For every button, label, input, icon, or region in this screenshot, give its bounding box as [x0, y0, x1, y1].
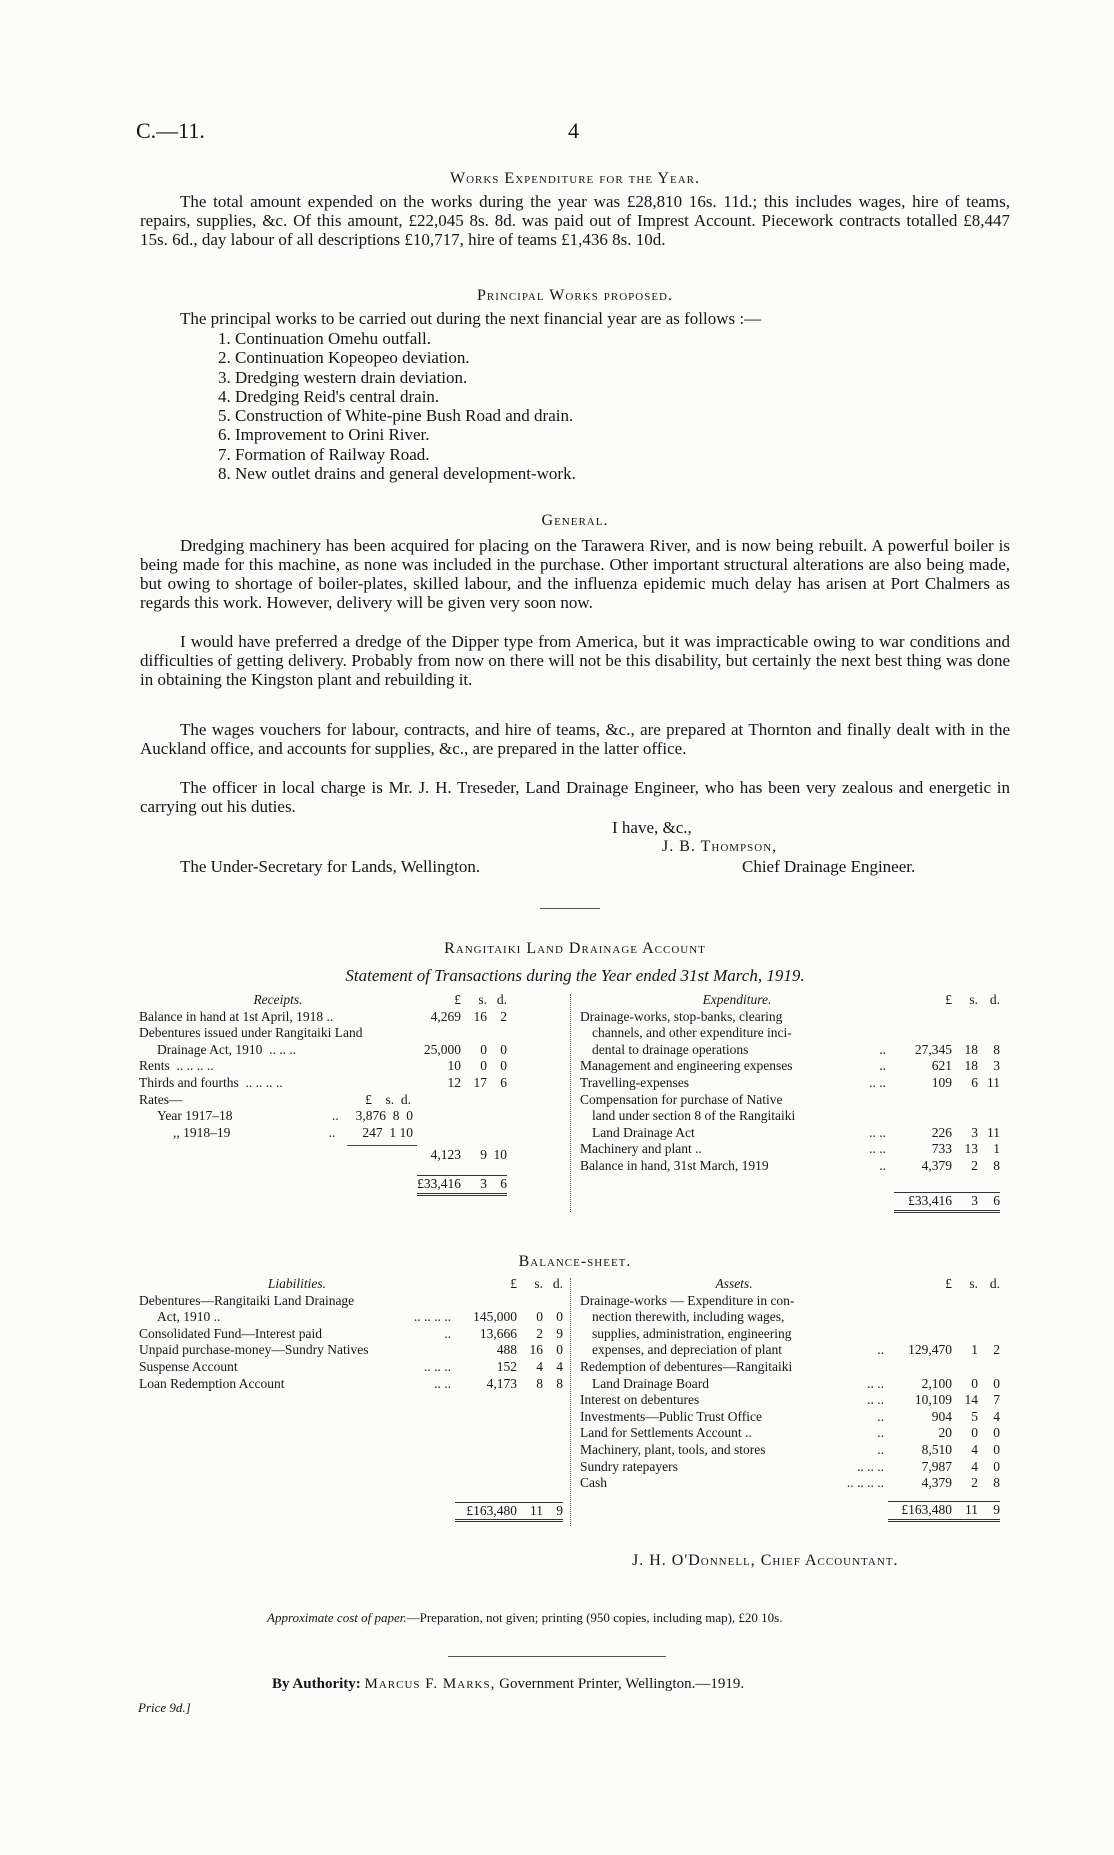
- assets-table: Assets. £ s. d. Drainage-works — Expenditure in con- nection therewith, including wages, supplies, administration, engineering expenses, and depreciation of plant .. 129,470 1 2 Redemption of debentures—Rangitaiki Land Drainage Board .. .. 2,100 0 0 Interest on debentures .. .. 10,109 14 7 Investments—Public Trust Office .. 904 5 4 Land for Settlements Account .. .. 20 0 0 Machinery, plant, tools, and stores .. 8,510 4 0 Sundry ratepayers .. .. .. 7,987 4 0 Cash .. .. .. .. 4,379 2 8 £163,480 11 9: [580, 1276, 1000, 1522]
- table-row: Thirds and fourths .. .. .. .. 12 17 6: [139, 1074, 507, 1090]
- principal-works-list: [218, 329, 576, 483]
- receipts-table: [139, 992, 507, 1196]
- list-item: 6. Improvement to Orini River.: [218, 425, 430, 445]
- table-row: Rents .. .. .. .. 10 0 0: [139, 1058, 507, 1074]
- table-row: 4,123 9 10: [139, 1141, 507, 1164]
- table-row: Suspense Account .. .. .. 152 4 4: [139, 1358, 563, 1374]
- expenditure-section: [580, 992, 1000, 1213]
- table-row: Drainage-works, stop-banks, clearing: [580, 1008, 783, 1024]
- accountant-signature: J. H. O'Donnell, Chief Accountant.: [632, 1552, 899, 1569]
- table-row: Land Drainage Act .. .. 226 3 11: [592, 1124, 1000, 1140]
- table-row: Act, 1910 .. .. .. .. .. 145,000 0 0: [157, 1309, 563, 1325]
- table-row: Balance in hand, 31st March, 1919 .. 4,379 2 8: [580, 1157, 1000, 1173]
- closing-line: I have, &c.,: [612, 818, 692, 837]
- receipts-heading: Receipts.: [253, 992, 303, 1007]
- general-paragraph-3: The wages vouchers for labour, contracts, and hire of teams, &c., are prepared at Thornton and finally dealt with in the Auckland office, and accounts for supplies, &c., are prepared in the latter office.: [140, 720, 1010, 758]
- signatory-name: J. B. Thompson,: [662, 838, 778, 855]
- table-row: Machinery, plant, tools, and stores .. 8,510 4 0: [580, 1441, 1000, 1457]
- table-row: channels, and other expenditure inci-: [592, 1025, 792, 1041]
- table-row: Machinery and plant .. .. .. 733 13 1: [580, 1141, 1000, 1157]
- list-item: 4. Dredging Reid's central drain.: [218, 386, 440, 406]
- divider: [448, 1656, 666, 1657]
- assets-section: [580, 1276, 1000, 1522]
- table-row: Compensation for purchase of Native: [580, 1091, 783, 1107]
- list-item: 1. Continuation Omehu outfall.: [218, 329, 431, 348]
- table-row: Year 1917–18 .. 3,876 8 0: [157, 1108, 413, 1124]
- principal-works-heading: Principal Works proposed.: [476, 287, 673, 304]
- table-row: Redemption of debentures—Rangitaiki: [580, 1358, 793, 1374]
- expenditure-total-row: £33,416 3 6: [580, 1193, 1000, 1212]
- table-row: Cash .. .. .. .. 4,379 2 8: [580, 1475, 1000, 1491]
- table-row: supplies, administration, engineering: [592, 1325, 792, 1341]
- list-item: 8. New outlet drains and general development-work.: [218, 464, 576, 484]
- table-row: expenses, and depreciation of plant .. 129,470 1 2: [592, 1342, 1000, 1358]
- table-row: dental to drainage operations .. 27,345 18 8: [592, 1041, 1000, 1057]
- list-item: 5. Construction of White-pine Bush Road and drain.: [218, 406, 574, 426]
- liabilities-heading: Liabilities.: [267, 1276, 327, 1291]
- general-paragraph-2: I would have preferred a dredge of the Dipper type from America, but it was impracticable owing to war conditions and difficulties of getting delivery. Probably from now on there will not be this disability, but certainly the next best thing was done in obtaining the Kingston plant and rebuilding it.: [140, 632, 1010, 689]
- list-item: 3. Dredging western drain deviation.: [218, 367, 468, 387]
- table-row: Loan Redemption Account .. .. 4,173 8 8: [139, 1375, 563, 1391]
- pound-header: £: [454, 992, 461, 1007]
- table-row: land under section 8 of the Rangitaiki: [592, 1108, 796, 1124]
- expenditure-table: Expenditure. £ s. d. Drainage-works, stop-banks, clearing channels, and other expenditure inci- dental to drainage operations .. 27,345 18 8 Management and engineering expenses .. 621 18 3 Travelling-expenses .. .. 109 6 11 Compensation for purchase of Native land under section 8 of the Rangitaiki Land Drainage Act .. .. 226 3 11 Machinery and plant .. .. .. 733 13 1 Balance in hand, 31st March, 1919 .. 4,379 2 8 £33,416 3 6: [580, 992, 1000, 1213]
- receipts-section: [139, 992, 507, 1196]
- table-row: Balance in hand at 1st April, 1918 .. 4,269 16 2: [139, 1008, 507, 1024]
- works-expenditure-paragraph: The total amount expended on the works during the year was £28,810 16s. 11d.; this includes wages, hire of teams, repairs, supplies, &c. Of this amount, £22,045 8s. 8d. was paid out of Imprest Account. Piecework contracts totalled £8,447 15s. 6d., day labour of all descriptions £10,717, hire of teams £1,436 8s. 10d.: [140, 192, 1010, 249]
- table-row: Drainage-works — Expenditure in con-: [580, 1292, 795, 1308]
- table-row: Investments—Public Trust Office .. 904 5 4: [580, 1408, 1000, 1424]
- table-row: Consolidated Fund—Interest paid .. 13,666 2 9: [139, 1325, 563, 1341]
- liabilities-section: [139, 1276, 563, 1522]
- receipts-total-row: £33,416 3 6: [139, 1176, 507, 1195]
- table-row: Land Drainage Board .. .. 2,100 0 0: [592, 1375, 1000, 1391]
- shilling-header: s.: [478, 992, 487, 1007]
- signatory-title: Chief Drainage Engineer.: [742, 857, 916, 876]
- liabilities-table: Liabilities. £ s. d. Debentures—Rangitaiki Land Drainage Act, 1910 .. .. .. .. .. 145,000 0 0 Consolidated Fund—Interest paid .. 13,666 2 9 Unpaid purchase-money—Sundry Natives 488 16 0 Suspense Account .. .. .. 152 4 4 Loan Redemption Account .. .. 4,173 8 8 £163,480 11 9: [139, 1276, 563, 1522]
- table-row: Debentures issued under Rangitaiki Land: [139, 1025, 363, 1041]
- works-expenditure-heading: Works Expenditure for the Year.: [449, 170, 700, 187]
- list-item: 2. Continuation Kopeopeo deviation.: [218, 348, 470, 368]
- general-paragraph-1: Dredging machinery has been acquired for placing on the Tarawera River, and is now being rebuilt. A powerful boiler is being made for this machine, as none was included in the purchase. Other important structural alterations are also being made, but owing to shortage of boiler-plates, skilled labour, and the influenza epidemic much delay has arisen at Port Chalmers as regards this work. However, delivery will be given very soon now.: [140, 536, 1010, 612]
- table-row: nection therewith, including wages,: [592, 1309, 785, 1325]
- report-reference: C.—11.: [136, 118, 205, 143]
- table-row: Land for Settlements Account .. .. 20 0 0: [580, 1425, 1000, 1441]
- addressee: The Under-Secretary for Lands, Wellington.: [180, 857, 481, 876]
- table-row: Interest on debentures .. .. 10,109 14 7: [580, 1392, 1000, 1408]
- assets-heading: Assets.: [715, 1276, 753, 1291]
- list-item: 7. Formation of Railway Road.: [218, 444, 430, 464]
- table-row: Management and engineering expenses .. 621 18 3: [580, 1058, 1000, 1074]
- account-title: Rangitaiki Land Drainage Account: [444, 940, 706, 957]
- principal-works-intro: The principal works to be carried out during the next financial year are as follows :—: [180, 309, 762, 328]
- column-divider: [570, 1278, 571, 1526]
- table-row: Travelling-expenses .. .. 109 6 11: [580, 1074, 1000, 1090]
- printer-line: By Authority: Marcus F. Marks, Government Printer, Wellington.—1919.: [272, 1676, 745, 1692]
- table-row: Drainage Act, 1910 .. .. .. 25,000 0 0: [157, 1041, 507, 1057]
- pence-header: d.: [496, 992, 507, 1007]
- account-subtitle: Statement of Transactions during the Year ended 31st March, 1919.: [345, 966, 805, 985]
- divider: [540, 908, 600, 909]
- page-number: 4: [568, 118, 579, 143]
- assets-total-row: £163,480 11 9: [580, 1502, 1000, 1521]
- table-row: Sundry ratepayers .. .. .. 7,987 4 0: [580, 1458, 1000, 1474]
- column-divider: [570, 994, 571, 1212]
- table-row: Debentures—Rangitaiki Land Drainage: [139, 1292, 355, 1308]
- approximate-cost-note: Approximate cost of paper.—Preparation, not given; printing (950 copies, including map), £20 10s.: [267, 1610, 783, 1625]
- liabilities-total-row: £163,480 11 9: [139, 1502, 563, 1521]
- table-row: ,, 1918–19 .. 247 1 10: [173, 1124, 413, 1140]
- expenditure-heading: Expenditure.: [702, 992, 772, 1007]
- table-row: Unpaid purchase-money—Sundry Natives 488 16 0: [139, 1342, 563, 1358]
- general-heading: General.: [541, 512, 609, 529]
- price-label: Price 9d.]: [138, 1700, 191, 1715]
- balance-sheet-title: Balance-sheet.: [518, 1253, 632, 1270]
- table-row: Rates— £ s. d.: [139, 1091, 411, 1107]
- general-paragraph-4: The officer in local charge is Mr. J. H. Treseder, Land Drainage Engineer, who has been very zealous and energetic in carrying out his duties.: [140, 778, 1010, 816]
